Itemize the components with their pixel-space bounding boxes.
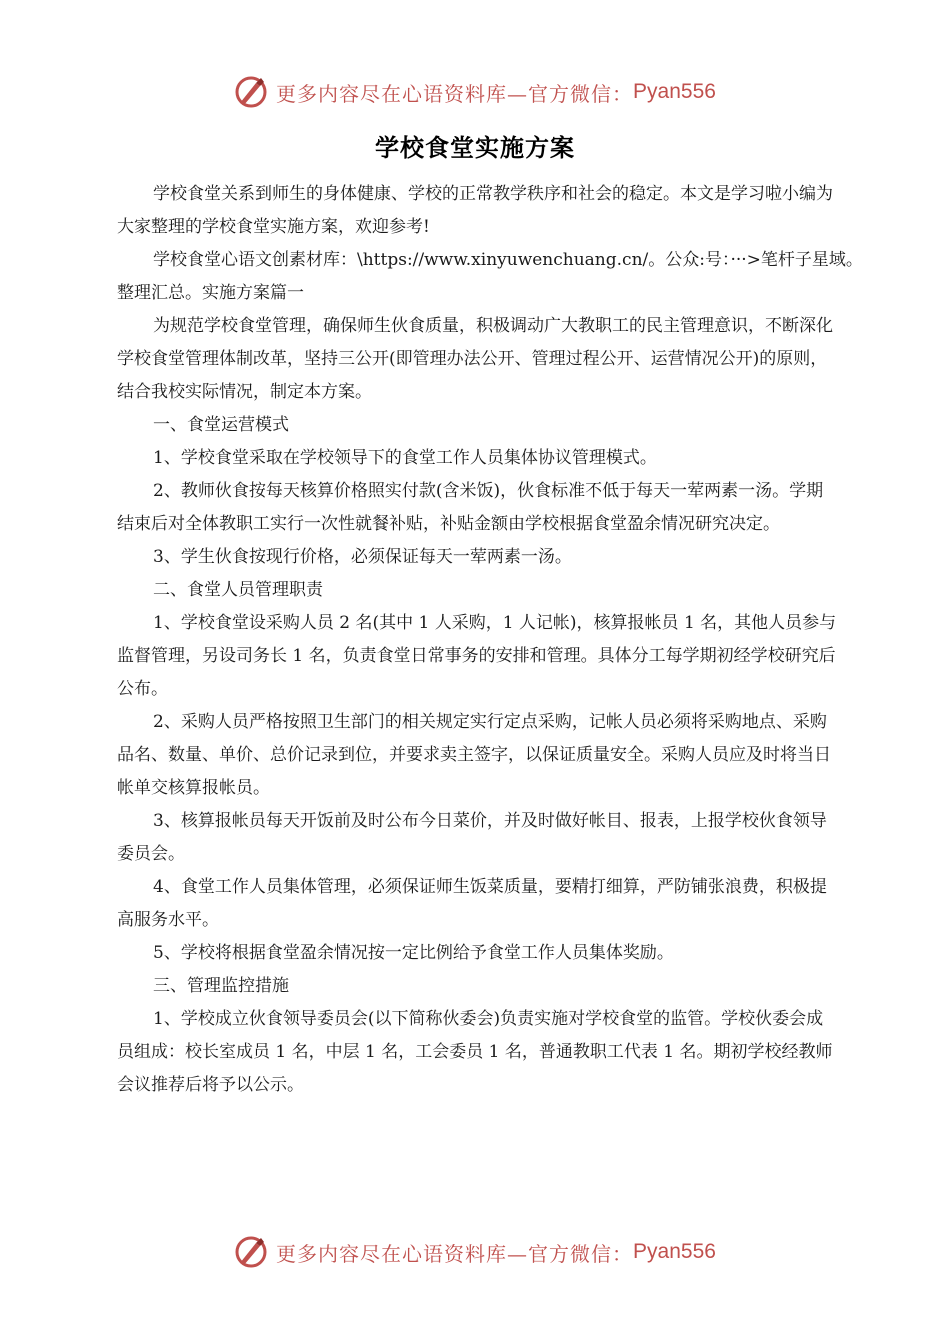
document-body <box>117 178 863 1102</box>
paragraph-purpose: 为规范学校食堂管理，确保师生伙食质量，积极调动广大教职工的民主管理意识，不断深化学校食堂管理体制改革，坚持三公开(即管理办法公开、管理过程公开、运营情况公开)的原则，结合我校实际情况，制定本方案。 <box>117 316 833 402</box>
paragraph-item: 1、学校食堂采取在学校领导下的食堂工作人员集体协议管理模式。 <box>153 448 657 468</box>
footer-banner <box>0 1232 950 1272</box>
paragraph-intro: 学校食堂关系到师生的身体健康、学校的正常教学秩序和社会的稳定。本文是学习啦小编为大家整理的学校食堂实施方案，欢迎参考! <box>117 184 833 237</box>
banner-text: 更多内容尽在心语资料库—官方微信： <box>276 81 634 106</box>
banner-text: 更多内容尽在心语资料库—官方微信： <box>276 1241 634 1266</box>
section-heading-3: 三、管理监控措施 <box>153 976 289 996</box>
pen-circle-logo-icon <box>234 75 268 109</box>
pen-circle-logo-icon <box>234 1235 268 1269</box>
paragraph-source: 学校食堂心语文创素材库：\https://www.xinyuwenchuang.cn/。公众:号：···>笔杆子星域。整理汇总。实施方案篇一 <box>117 250 863 303</box>
header-banner <box>0 72 950 112</box>
section-heading-2: 二、食堂人员管理职责 <box>153 580 323 600</box>
page-title: 学校食堂实施方案 <box>375 133 575 162</box>
paragraph-item: 2、采购人员严格按照卫生部门的相关规定实行定点采购，记帐人员必须将采购地点、采购品名、数量、单价、总价记录到位，并要求卖主签字，以保证质量安全。采购人员应及时将当日帐单交核算报帐员。 <box>117 712 831 798</box>
section-heading-1: 一、食堂运营模式 <box>153 415 289 435</box>
paragraph-item: 1、学校成立伙食领导委员会(以下简称伙委会)负责实施对学校食堂的监管。学校伙委会成员组成：校长室成员 1 名，中层 1 名，工会委员 1 名，普通教职工代表 1 名。期初学校经教师会议推荐后将予以公示。 <box>117 1009 833 1095</box>
banner-handle: Pyan556 <box>633 1240 716 1263</box>
paragraph-item: 3、核算报帐员每天开饭前及时公布今日菜价，并及时做好帐目、报表，上报学校伙食领导委员会。 <box>117 811 827 864</box>
paragraph-item: 5、学校将根据食堂盈余情况按一定比例给予食堂工作人员集体奖励。 <box>153 943 674 963</box>
paragraph-item: 1、学校食堂设采购人员 2 名(其中 1 人采购，1 人记帐)，核算报帐员 1 名，其他人员参与监督管理，另设司务长 1 名，负责食堂日常事务的安排和管理。具体分工每学期初经学校研究后公布。 <box>117 613 837 699</box>
paragraph-item: 4、食堂工作人员集体管理，必须保证师生饭菜质量，要精打细算，严防铺张浪费，积极提高服务水平。 <box>117 877 827 930</box>
paragraph-item: 2、教师伙食按每天核算价格照实付款(含米饭)，伙食标准不低于每天一荤两素一汤。学期结束后对全体教职工实行一次性就餐补贴，补贴金额由学校根据食堂盈余情况研究决定。 <box>117 481 824 534</box>
banner-handle: Pyan556 <box>633 80 716 103</box>
paragraph-item: 3、学生伙食按现行价格，必须保证每天一荤两素一汤。 <box>153 547 572 567</box>
